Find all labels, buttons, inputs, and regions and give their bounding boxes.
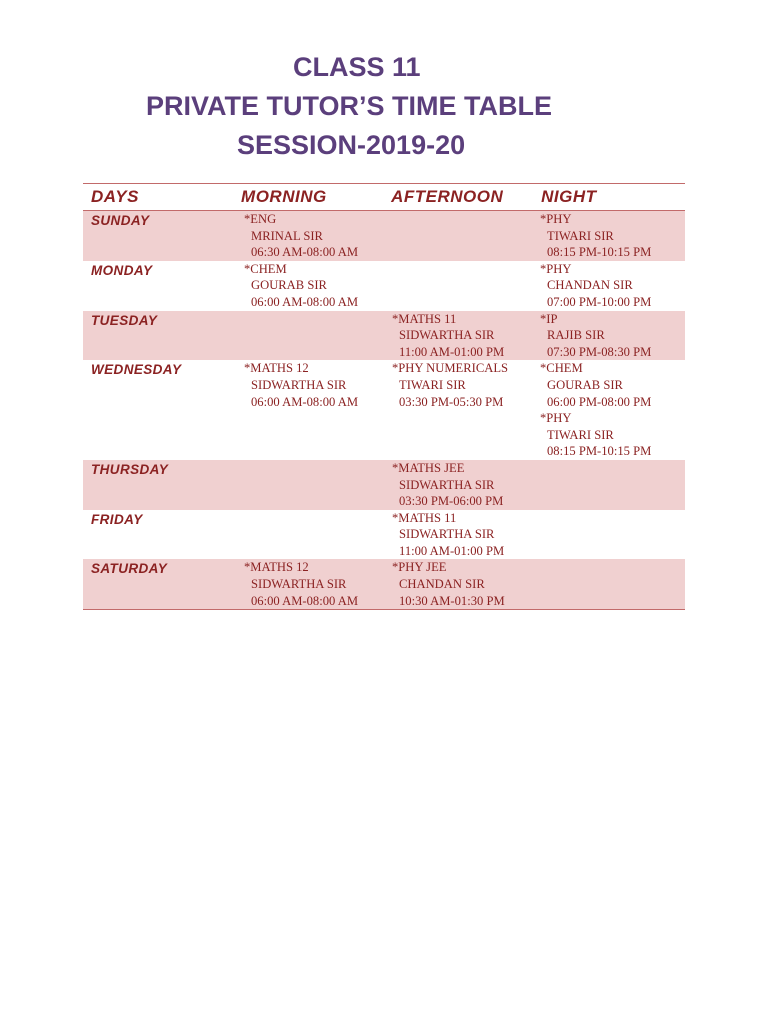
- table-row: [83, 211, 685, 261]
- day-label: SATURDAY: [91, 561, 168, 577]
- title-class: CLASS 11: [293, 52, 421, 82]
- table-body: [83, 211, 685, 609]
- entry-subject: *MATHS JEE: [392, 460, 465, 475]
- entry-subject: *CHEM: [540, 361, 583, 376]
- header-days: DAYS: [91, 187, 139, 206]
- night-cell: [535, 360, 685, 460]
- entry-tutor: SIDWARTHA SIR: [251, 377, 347, 392]
- night-cell: [535, 460, 685, 510]
- entry-tutor: GOURAB SIR: [251, 278, 327, 293]
- morning-cell: [239, 559, 387, 609]
- class-entry: [239, 211, 387, 261]
- class-entry: [239, 261, 387, 311]
- entry-subject: *MATHS 12: [244, 560, 309, 575]
- day-label: SUNDAY: [91, 213, 150, 228]
- class-entry: [535, 211, 685, 261]
- class-entry: [535, 311, 685, 361]
- entry-tutor: SIDWARTHA SIR: [399, 527, 495, 542]
- table-row: [83, 360, 685, 460]
- table-header: [83, 184, 685, 211]
- header-night: NIGHT: [541, 187, 597, 206]
- day-label: FRIDAY: [91, 511, 143, 527]
- day-label: MONDAY: [91, 262, 153, 278]
- class-entry: [239, 360, 387, 410]
- afternoon-cell: [387, 261, 535, 311]
- night-cell: [535, 211, 685, 261]
- table-row: [83, 311, 685, 361]
- entry-tutor: CHANDAN SIR: [547, 278, 633, 293]
- entry-subject: *PHY JEE: [392, 560, 447, 575]
- entry-tutor: TIWARI SIR: [547, 228, 614, 243]
- entry-tutor: SIDWARTHA SIR: [399, 328, 495, 343]
- title-timetable: PRIVATE TUTOR’S TIME TABLE: [146, 91, 553, 121]
- entry-time: 03:30 PM-05:30 PM: [399, 394, 504, 409]
- entry-subject: *ENG: [244, 212, 277, 226]
- entry-tutor: RAJIB SIR: [547, 328, 605, 343]
- afternoon-cell: [387, 311, 535, 361]
- morning-cell: [239, 510, 387, 560]
- entry-time: 06:30 AM-08:00 AM: [251, 245, 359, 260]
- morning-cell: [239, 360, 387, 460]
- afternoon-cell: [387, 211, 535, 261]
- class-entry: [387, 460, 535, 510]
- night-cell: [535, 261, 685, 311]
- afternoon-cell: [387, 360, 535, 460]
- entry-time: 08:15 PM-10:15 PM: [547, 444, 652, 459]
- entry-time: 06:00 AM-08:00 AM: [251, 294, 359, 309]
- entry-tutor: SIDWARTHA SIR: [251, 577, 347, 592]
- night-cell: [535, 311, 685, 361]
- day-label: THURSDAY: [91, 461, 169, 477]
- class-entry: [387, 311, 535, 361]
- entry-tutor: TIWARI SIR: [547, 427, 614, 442]
- entry-subject: *CHEM: [244, 261, 287, 276]
- entry-time: 11:00 AM-01:00 PM: [399, 344, 505, 359]
- entry-subject: *MATHS 11: [392, 510, 457, 525]
- entry-tutor: TIWARI SIR: [399, 377, 466, 392]
- entry-time: 06:00 AM-08:00 AM: [251, 593, 359, 608]
- table-row: [83, 559, 685, 609]
- timetable: [83, 183, 685, 610]
- entry-time: 07:30 PM-08:30 PM: [547, 344, 652, 359]
- entry-subject: *PHY: [540, 261, 572, 276]
- night-cell: [535, 510, 685, 560]
- entry-subject: *PHY NUMERICALS: [392, 361, 509, 376]
- entry-tutor: MRINAL SIR: [251, 228, 323, 243]
- entry-time: 06:00 PM-08:00 PM: [547, 394, 652, 409]
- morning-cell: [239, 261, 387, 311]
- entry-subject: *PHY: [540, 212, 572, 226]
- class-entry: [387, 559, 535, 609]
- table-row: [83, 510, 685, 560]
- afternoon-cell: [387, 559, 535, 609]
- class-entry: [535, 360, 685, 410]
- entry-subject: *PHY: [540, 411, 572, 426]
- entry-time: 07:00 PM-10:00 PM: [547, 294, 652, 309]
- class-entry: [387, 360, 535, 410]
- afternoon-cell: [387, 510, 535, 560]
- entry-time: 08:15 PM-10:15 PM: [547, 245, 652, 260]
- day-label: TUESDAY: [91, 312, 158, 328]
- header-morning: MORNING: [241, 187, 327, 206]
- entry-subject: *MATHS 12: [244, 361, 309, 376]
- morning-cell: [239, 311, 387, 361]
- entry-tutor: SIDWARTHA SIR: [399, 477, 495, 492]
- class-entry: [387, 510, 535, 560]
- entry-time: 03:30 PM-06:00 PM: [399, 494, 504, 509]
- entry-time: 10:30 AM-01:30 PM: [399, 593, 505, 608]
- night-cell: [535, 559, 685, 609]
- morning-cell: [239, 460, 387, 510]
- title-session: SESSION-2019-20: [237, 130, 466, 160]
- entry-tutor: GOURAB SIR: [547, 377, 623, 392]
- class-entry: [535, 261, 685, 311]
- entry-time: 06:00 AM-08:00 AM: [251, 394, 359, 409]
- afternoon-cell: [387, 460, 535, 510]
- header-afternoon: AFTERNOON: [391, 187, 504, 206]
- class-entry: [535, 410, 685, 460]
- morning-cell: [239, 211, 387, 261]
- table-row: [83, 460, 685, 510]
- class-entry: [239, 559, 387, 609]
- table-row: [83, 261, 685, 311]
- entry-subject: *IP: [540, 311, 558, 326]
- entry-time: 11:00 AM-01:00 PM: [399, 543, 505, 558]
- day-label: WEDNESDAY: [91, 362, 182, 378]
- entry-tutor: CHANDAN SIR: [399, 577, 485, 592]
- entry-subject: *MATHS 11: [392, 311, 457, 326]
